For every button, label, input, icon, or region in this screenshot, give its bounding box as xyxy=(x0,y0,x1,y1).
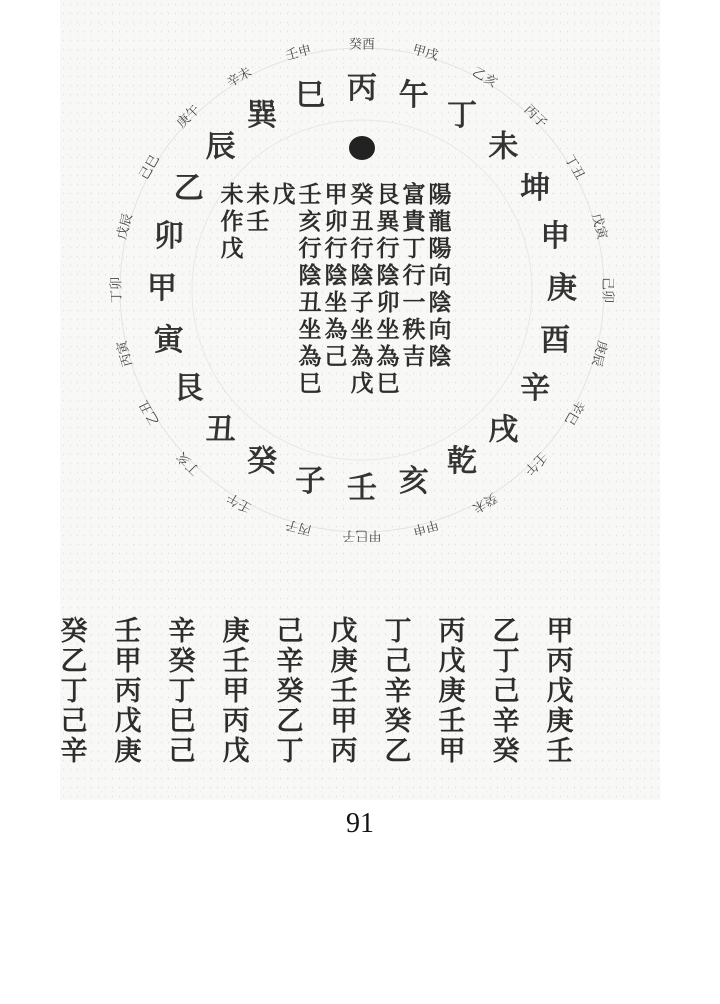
bottom-char: 甲 xyxy=(438,736,466,767)
bottom-char: 巳 xyxy=(168,706,196,737)
center-char: 陰 xyxy=(428,343,452,370)
center-char: 行 xyxy=(376,235,400,262)
ring-note: 辛巳 xyxy=(561,397,588,428)
center-char: 陰 xyxy=(350,262,374,289)
center-char: 巳 xyxy=(376,370,400,397)
bottom-char: 戊 xyxy=(546,676,574,707)
center-char: 為 xyxy=(298,343,322,370)
center-char: 卯 xyxy=(324,208,348,235)
ring-note: 甲申 xyxy=(410,516,440,538)
center-char: 陽 xyxy=(428,235,452,262)
bottom-char: 癸 xyxy=(384,706,412,737)
bottom-char: 丙 xyxy=(114,676,142,707)
ring-note: 甲戌 xyxy=(410,42,440,64)
bottom-char: 癸 xyxy=(60,616,88,647)
ring-char: 乙 xyxy=(173,171,204,206)
center-column xyxy=(402,181,428,370)
center-column xyxy=(247,181,270,235)
bottom-char: 庚 xyxy=(114,736,142,767)
ring-note: 乙丑 xyxy=(136,397,163,428)
center-char: 丑 xyxy=(350,208,374,235)
ring-note: 戊辰 xyxy=(114,212,136,242)
center-char: 秩 xyxy=(402,316,426,343)
center-char: 巳 xyxy=(298,370,322,397)
center-char: 陰 xyxy=(428,289,452,316)
bottom-column xyxy=(493,616,520,767)
bottom-char: 乙 xyxy=(384,736,412,767)
center-char: 亥 xyxy=(298,208,322,235)
ring-note: 癸酉 xyxy=(348,37,376,53)
bottom-char: 壬 xyxy=(546,736,574,767)
page-number: 91 xyxy=(346,808,374,839)
bottom-char: 庚 xyxy=(330,646,358,677)
center-char: 一 xyxy=(402,289,426,316)
bottom-char: 己 xyxy=(492,676,520,707)
bottom-char: 癸 xyxy=(168,646,196,677)
ring-char: 亥 xyxy=(398,464,429,500)
center-char: 吉 xyxy=(402,343,426,370)
ring-char: 寅 xyxy=(153,322,184,358)
center-text-block xyxy=(221,181,452,397)
center-column xyxy=(221,181,244,262)
bottom-char: 戊 xyxy=(438,646,466,677)
center-char: 向 xyxy=(428,316,452,343)
bottom-column xyxy=(277,616,304,767)
bottom-char: 癸 xyxy=(276,676,304,707)
center-char: 行 xyxy=(350,235,374,262)
ring-char: 丙 xyxy=(347,71,377,106)
ring-note: 丙子 xyxy=(520,102,550,132)
bottom-char: 丙 xyxy=(438,616,466,647)
ring-note: 丁丑 xyxy=(561,152,588,183)
center-char: 戊 xyxy=(220,235,244,262)
ring-note: 丙寅 xyxy=(114,338,136,368)
ring-note: 庚辰 xyxy=(588,338,610,368)
bottom-char: 甲 xyxy=(330,706,358,737)
bottom-char: 辛 xyxy=(276,646,304,677)
ring-char: 坤 xyxy=(520,171,551,206)
center-char: 向 xyxy=(428,262,452,289)
center-char: 丑 xyxy=(298,289,322,316)
bottom-char: 壬 xyxy=(114,616,142,647)
center-char: 未 xyxy=(246,181,270,208)
bottom-char: 辛 xyxy=(60,736,88,767)
bottom-char: 丁 xyxy=(384,616,412,647)
center-char: 陰 xyxy=(376,262,400,289)
center-char: 坐 xyxy=(324,289,348,316)
ring-char: 子 xyxy=(295,464,326,500)
center-char: 己 xyxy=(324,343,348,370)
ring-char: 酉 xyxy=(540,322,571,358)
center-column xyxy=(299,181,322,397)
center-char: 艮 xyxy=(376,181,400,208)
ring-char: 庚 xyxy=(547,271,577,306)
center-char: 貴 xyxy=(402,208,426,235)
ring-char: 卯 xyxy=(153,219,184,255)
center-char: 未 xyxy=(220,181,244,208)
bottom-char: 丁 xyxy=(492,646,520,677)
center-char: 陰 xyxy=(324,262,348,289)
ring-char: 壬 xyxy=(347,471,377,506)
bottom-char: 庚 xyxy=(438,676,466,707)
center-char: 作 xyxy=(220,208,244,235)
bottom-char: 己 xyxy=(276,616,304,647)
center-column xyxy=(351,181,374,397)
center-char: 為 xyxy=(376,343,400,370)
bottom-char: 庚 xyxy=(222,616,250,647)
bottom-column xyxy=(223,616,250,767)
ring-char: 辛 xyxy=(520,371,551,406)
bottom-char: 壬 xyxy=(438,706,466,737)
bottom-char: 戊 xyxy=(330,616,358,647)
ring-note: 乙亥 xyxy=(469,64,500,91)
ring-note: 丙子 xyxy=(284,516,314,538)
bottom-column xyxy=(331,616,358,767)
center-char: 坐 xyxy=(298,316,322,343)
ring-char: 丑 xyxy=(205,412,236,448)
bottom-char: 丙 xyxy=(546,646,574,677)
bottom-char: 甲 xyxy=(222,676,250,707)
center-char: 子 xyxy=(350,289,374,316)
center-column xyxy=(429,181,452,370)
center-char: 坐 xyxy=(376,316,400,343)
center-char: 異 xyxy=(376,208,400,235)
bottom-char: 丙 xyxy=(222,706,250,737)
bottom-char: 己 xyxy=(60,706,88,737)
bottom-char: 乙 xyxy=(276,706,304,737)
ring-char: 甲 xyxy=(147,271,177,306)
center-char: 丁 xyxy=(402,235,426,262)
bottom-char: 己 xyxy=(384,646,412,677)
ring-note: 壬午 xyxy=(520,448,550,478)
ring-char: 艮 xyxy=(173,371,204,406)
bottom-char: 丁 xyxy=(276,736,304,767)
bottom-char: 壬 xyxy=(330,676,358,707)
ring-note: 己卯 xyxy=(599,276,615,304)
center-char: 行 xyxy=(298,235,322,262)
bottom-column xyxy=(439,616,466,767)
ring-note: 甲巳子 xyxy=(342,527,382,543)
bottom-char: 辛 xyxy=(492,706,520,737)
bottom-char: 辛 xyxy=(168,616,196,647)
center-char: 卯 xyxy=(376,289,400,316)
bottom-column xyxy=(169,616,196,767)
bottom-char: 戊 xyxy=(222,736,250,767)
bottom-char: 丁 xyxy=(60,676,88,707)
bottom-column xyxy=(385,616,412,767)
bottom-char: 乙 xyxy=(492,616,520,647)
center-column xyxy=(377,181,401,397)
ring-char: 癸 xyxy=(247,444,277,480)
ring-note: 己巳 xyxy=(136,152,163,183)
center-char: 壬 xyxy=(298,181,322,208)
center-char: 戊 xyxy=(272,181,296,208)
bottom-char: 辛 xyxy=(384,676,412,707)
ring-note: 戊寅 xyxy=(588,212,610,242)
ring-char: 戌 xyxy=(488,412,519,448)
ring-note: 癸未 xyxy=(469,489,500,516)
bottom-char: 丙 xyxy=(330,736,358,767)
ring-note: 丁卯 xyxy=(109,276,125,304)
center-char: 行 xyxy=(324,235,348,262)
ring-char: 乾 xyxy=(447,444,477,480)
ring-note: 壬申 xyxy=(284,42,314,64)
ring-char: 未 xyxy=(488,129,519,165)
bottom-char: 乙 xyxy=(60,646,88,677)
center-char: 為 xyxy=(324,316,348,343)
center-char: 龍 xyxy=(428,208,452,235)
bottom-char: 甲 xyxy=(114,646,142,677)
ring-note: 辛未 xyxy=(224,64,255,91)
center-char: 富 xyxy=(402,181,426,208)
bottom-char: 癸 xyxy=(492,736,520,767)
ring-char: 午 xyxy=(398,77,429,113)
ring-char: 丁 xyxy=(447,97,477,133)
center-char: 陽 xyxy=(428,181,452,208)
ring-char: 巳 xyxy=(295,77,326,113)
ink-dot-marker xyxy=(349,136,375,160)
center-char: 甲 xyxy=(324,181,348,208)
bottom-column xyxy=(115,616,142,767)
bottom-column xyxy=(547,616,574,767)
ring-char: 申 xyxy=(540,219,571,255)
center-char: 戊 xyxy=(350,370,374,397)
bottom-char: 庚 xyxy=(546,706,574,737)
center-char: 為 xyxy=(350,343,374,370)
center-char: 癸 xyxy=(350,181,374,208)
center-column xyxy=(325,181,348,370)
center-column xyxy=(273,181,296,208)
ring-note: 庚午 xyxy=(174,102,204,132)
center-char: 壬 xyxy=(246,208,270,235)
bottom-char: 己 xyxy=(168,736,196,767)
ring-char: 辰 xyxy=(205,129,236,165)
center-char: 陰 xyxy=(298,262,322,289)
center-char: 行 xyxy=(402,262,426,289)
bottom-column xyxy=(61,616,88,767)
ring-char: 巽 xyxy=(247,97,277,133)
bottom-char: 甲 xyxy=(546,616,574,647)
ring-note: 丁亥 xyxy=(174,448,204,478)
bottom-char: 戊 xyxy=(114,706,142,737)
bottom-char: 壬 xyxy=(222,646,250,677)
bottom-char: 丁 xyxy=(168,676,196,707)
ring-note: 壬午 xyxy=(224,489,255,516)
bottom-text-block xyxy=(61,616,574,767)
center-char: 坐 xyxy=(350,316,374,343)
